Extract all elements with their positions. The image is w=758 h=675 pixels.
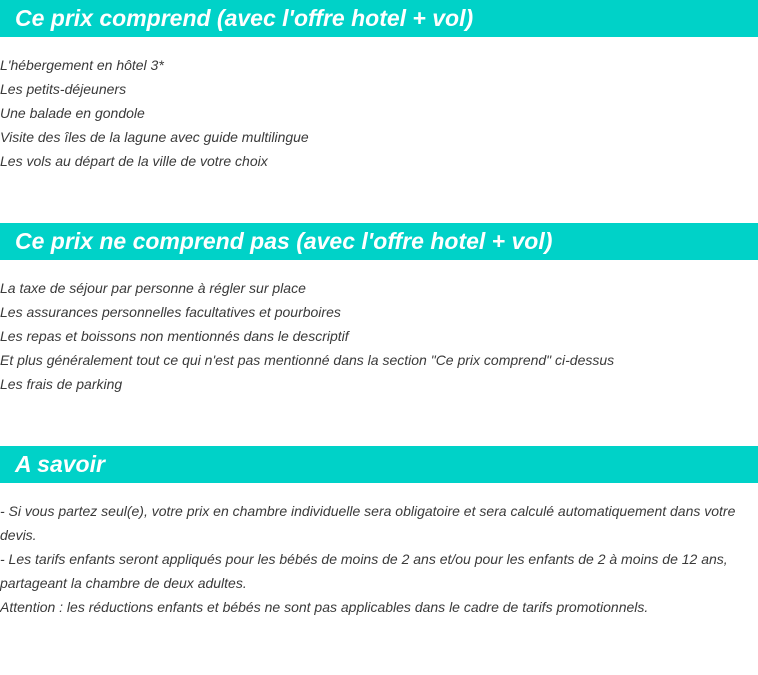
list-item: Les vols au départ de la ville de votre choix xyxy=(0,153,268,169)
section-header-info xyxy=(0,446,758,483)
list-item: Et plus généralement tout ce qui n'est pas mentionné dans la section "Ce prix comprend" ci-dessus xyxy=(0,352,615,368)
list-item: L'hébergement en hôtel 3* xyxy=(0,57,164,73)
list-item: Une balade en gondole xyxy=(0,105,145,121)
section-title-info: A savoir xyxy=(15,451,105,477)
list-item: Visite des îles de la lagune avec guide multilingue xyxy=(0,129,309,145)
section-title-excluded: Ce prix ne comprend pas (avec l'offre hotel + vol) xyxy=(15,228,553,254)
section-title-included: Ce prix comprend (avec l'offre hotel + vol) xyxy=(15,5,474,31)
list-item: Les frais de parking xyxy=(0,376,123,392)
info-paragraph-attention: Attention : les réductions enfants et bébés ne sont pas applicables dans le cadre de tarifs promotionnels. xyxy=(0,599,649,615)
excluded-list xyxy=(0,276,614,396)
list-item: Les petits-déjeuners xyxy=(0,81,127,97)
list-item: Les assurances personnelles facultatives et pourboires xyxy=(0,304,341,320)
included-list xyxy=(0,53,309,173)
list-item: La taxe de séjour par personne à régler sur place xyxy=(0,280,306,296)
info-paragraph-children: - Les tarifs enfants seront appliqués pour les bébés de moins de 2 ans et/ou pour les enfants de 2 à moins de 12 ans, partageant la chambre de deux adultes. xyxy=(0,551,728,591)
info-paragraph-solo: - Si vous partez seul(e), votre prix en chambre individuelle sera obligatoire et sera calculé automatiquement dans votre devis. xyxy=(0,503,736,543)
section-header-included xyxy=(0,0,758,37)
section-header-excluded xyxy=(0,223,758,260)
list-item: Les repas et boissons non mentionnés dans le descriptif xyxy=(0,328,349,344)
